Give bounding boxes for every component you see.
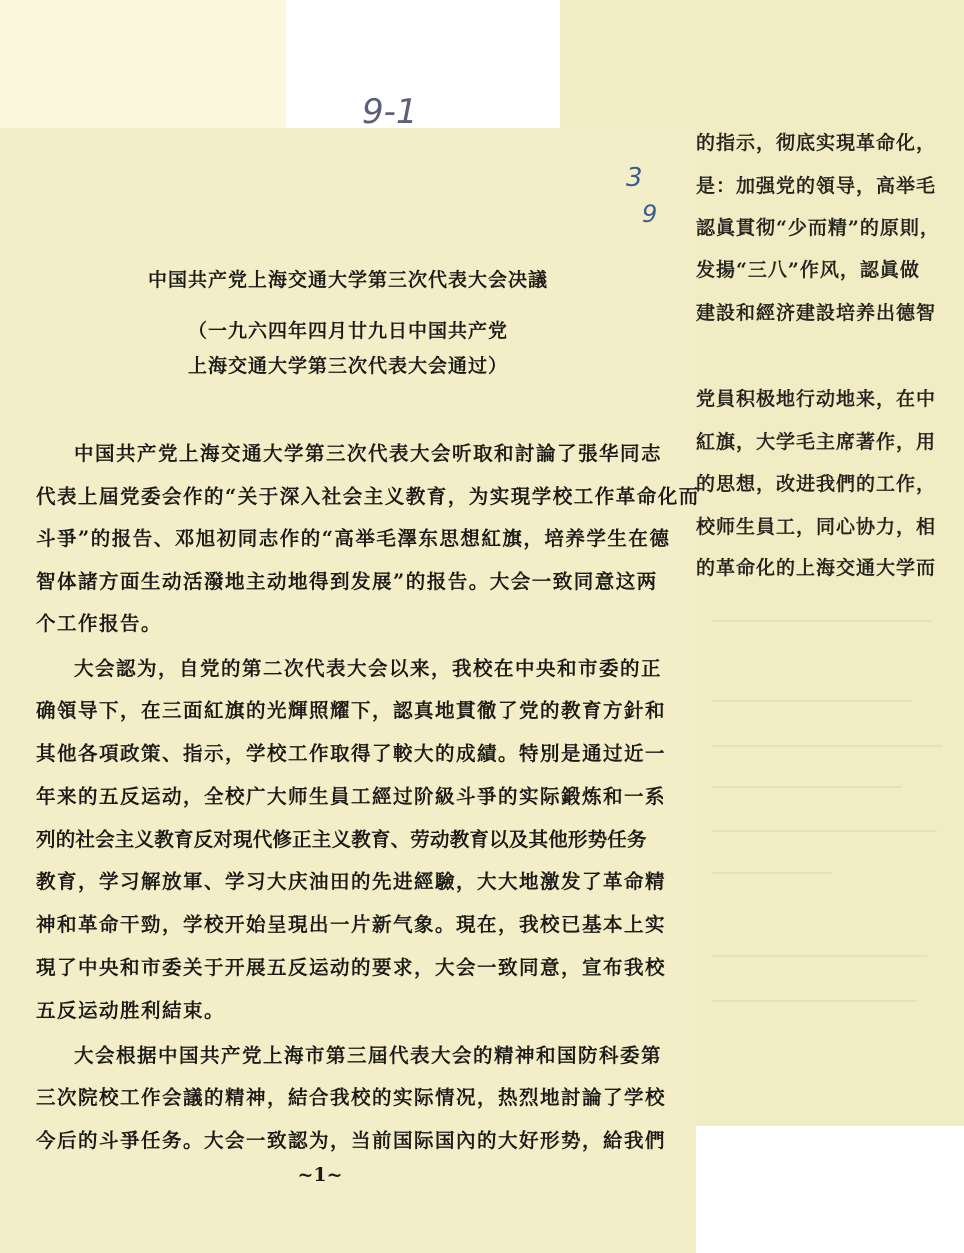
faint-line	[712, 955, 927, 957]
faint-line	[712, 872, 832, 874]
document-title: 中国共产党上海交通大学第三次代表大会决議	[147, 269, 548, 291]
body-line: 神和革命干勁，学校开始呈現出一片新气象。現在，我校已基本上实	[36, 913, 667, 936]
faint-line	[712, 830, 937, 832]
body-line: 教育，学习解放軍、学习大庆油田的先进經驗，大大地激发了革命精	[36, 870, 667, 893]
background-line: 校师生員工，同心协力，相	[696, 516, 937, 538]
body-line: 确領导下，在三面紅旗的光輝照耀下，認真地貫徹了党的教育方針和	[36, 699, 667, 722]
body-line: 智体諸方面生动活潑地主动地得到发展”的报告。大会一致同意这两	[36, 570, 658, 593]
background-line: 是：加强党的領导，高举毛	[696, 175, 937, 197]
background-line: 的指示，彻底实現革命化，	[696, 132, 937, 154]
background-page-text	[696, 0, 964, 600]
body-line: 年来的五反运动，全校广大师生員工經过阶級斗爭的实际鍛炼和一系	[36, 785, 667, 808]
body-line: 代表上屆党委会作的“关于深入社会主义教育，为实現学校工作革命化而	[36, 485, 700, 508]
top-paper-strip	[0, 0, 286, 128]
document-subtitle-line2: 上海交通大学第三次代表大会通过）	[187, 355, 508, 377]
body-line: 今后的斗爭任务。大会一致認为，当前国际国內的大好形势，給我們	[36, 1129, 667, 1152]
body-line: 斗爭”的报告、邓旭初同志作的“高举毛澤东思想紅旗，培养学生在德	[36, 527, 671, 550]
background-line: 紅旗，大学毛主席著作，用	[696, 431, 937, 453]
faint-line	[712, 1000, 917, 1002]
body-line: 列的社会主义教育反对現代修正主义教育、劳动教育以及其他形势任务	[36, 828, 647, 851]
background-line: 党員积极地行动地来，在中	[696, 388, 937, 410]
faint-line	[712, 745, 942, 747]
background-line: 建設和經济建設培养出德智	[696, 302, 937, 324]
handwritten-number: 9	[642, 200, 658, 228]
body-line: 中国共产党上海交通大学第三次代表大会听取和討論了張华同志	[74, 442, 663, 465]
body-line: 大会根据中国共产党上海市第三屆代表大会的精神和国防科委第	[74, 1044, 663, 1067]
document-subtitle-line1: （一九六四年四月廿九日中国共产党	[187, 320, 508, 342]
background-line: 的思想，改进我們的工作，	[696, 473, 937, 495]
body-line: 五反运动胜利結束。	[36, 999, 226, 1022]
body-line: 个工作报告。	[36, 612, 163, 635]
page-number: ~1~	[297, 1164, 343, 1186]
body-line: 大会認为，自党的第二次代表大会以来，我校在中央和市委的正	[74, 657, 663, 680]
body-line: 現了中央和市委关于开展五反运动的要求，大会一致同意，宣布我校	[36, 956, 667, 979]
background-line: 发揚“三八”作风，認眞做	[696, 259, 920, 281]
handwritten-number: 3	[626, 163, 643, 193]
faint-line	[712, 786, 902, 788]
faint-line	[712, 700, 912, 702]
faint-line	[712, 620, 932, 622]
body-line: 三次院校工作会議的精神，結合我校的实际情况，热烈地討論了学校	[36, 1086, 667, 1109]
background-line: 認眞貫彻“少而精”的原則，	[696, 217, 940, 239]
handwritten-folio: 9-1	[362, 92, 418, 132]
body-line: 其他各項政策、指示，学校工作取得了較大的成績。特別是通过近一	[36, 742, 667, 765]
background-line: 的革命化的上海交通大学而	[696, 557, 937, 579]
